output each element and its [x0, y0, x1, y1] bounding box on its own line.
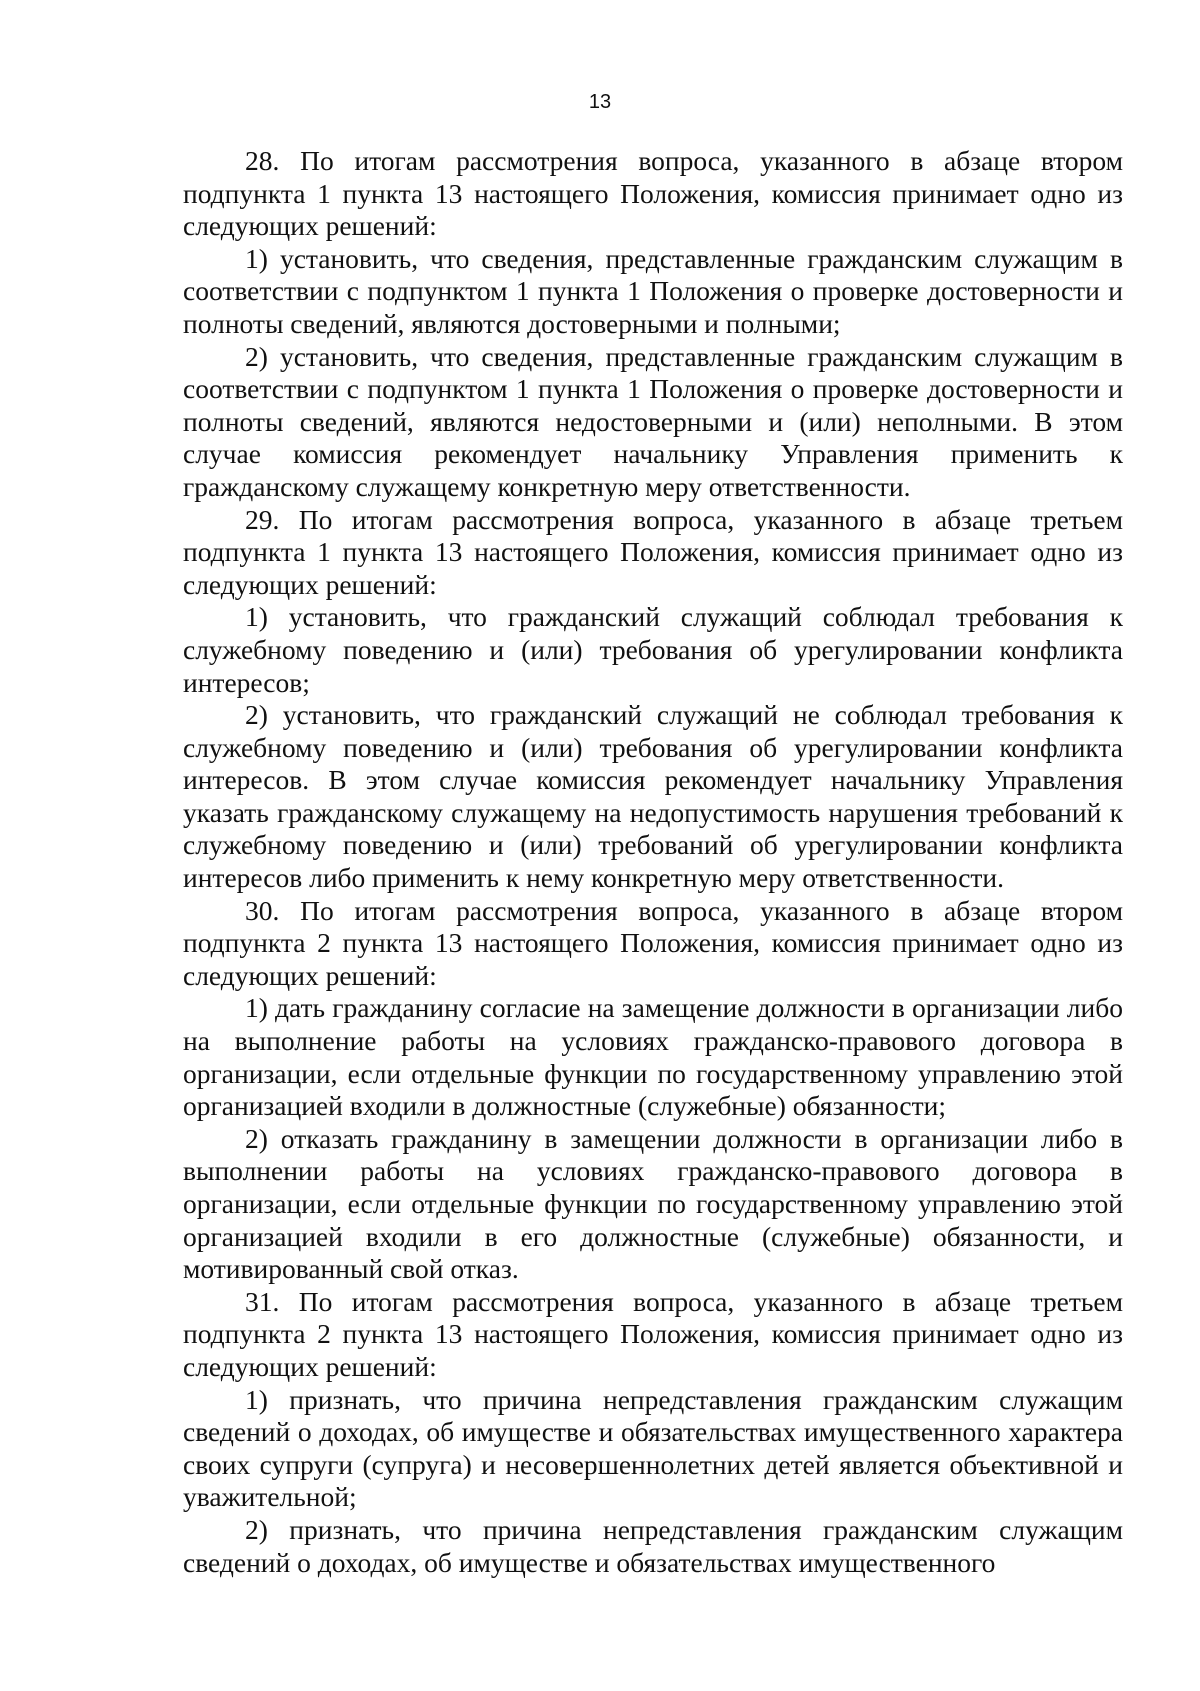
paragraph-31-item-1: 1) признать, что причина непредставления гражданским служащим сведений о доходах, об имуществе и обязательствах имущественного характера своих супруги (супруга) и несовершеннолетних детей является объективной и уважительной;: [183, 1383, 1123, 1513]
paragraph-28: 28. По итогам рассмотрения вопроса, указанного в абзаце втором подпункта 1 пункта 13 настоящего Положения, комиссия принимает одно из следующих решений:: [183, 145, 1123, 242]
paragraph-31: 31. По итогам рассмотрения вопроса, указанного в абзаце третьем подпункта 2 пункта 13 настоящего Положения, комиссия принимает одно из следующих решений:: [183, 1285, 1123, 1382]
paragraph-29: 29. По итогам рассмотрения вопроса, указанного в абзаце третьем подпункта 1 пункта 13 настоящего Положения, комиссия принимает одно из следующих решений:: [183, 503, 1123, 600]
paragraph-29-item-2: 2) установить, что гражданский служащий не соблюдал требования к служебному поведению и (или) требования об урегулировании конфликта интересов. В этом случае комиссия рекомендует начальнику Управления указать гражданскому служащему на недопустимость нарушения требований к служебному поведению и (или) требований об урегулировании конфликта интересов либо применить к нему конкретную меру ответственности.: [183, 699, 1123, 894]
paragraph-30-item-1: 1) дать гражданину согласие на замещение должности в организации либо на выполнение работы на условиях гражданско-правового договора в организации, если отдельные функции по государственному управлению этой организацией входили в должностные (служебные) обязанности;: [183, 992, 1123, 1122]
paragraph-29-item-1: 1) установить, что гражданский служащий соблюдал требования к служебному поведению и (или) требования об урегулировании конфликта интересов;: [183, 601, 1123, 698]
paragraph-30-item-2: 2) отказать гражданину в замещении должности в организации либо в выполнении работы на условиях гражданско-правового договора в организации, если отдельные функции по государственному управлению этой организацией входили в его должностные (служебные) обязанности, и мотивированный свой отказ.: [183, 1122, 1123, 1285]
paragraph-31-item-2: 2) признать, что причина непредставления гражданским служащим сведений о доходах, об имуществе и обязательствах имущественного: [183, 1513, 1123, 1578]
page-number: 13: [588, 91, 612, 113]
document-body: [183, 145, 1123, 1579]
paragraph-30: 30. По итогам рассмотрения вопроса, указанного в абзаце втором подпункта 2 пункта 13 настоящего Положения, комиссия принимает одно из следующих решений:: [183, 894, 1123, 991]
paragraph-28-item-1: 1) установить, что сведения, представленные гражданским служащим в соответствии с подпунктом 1 пункта 1 Положения о проверке достоверности и полноты сведений, являются достоверными и полными;: [183, 242, 1123, 339]
paragraph-28-item-2: 2) установить, что сведения, представленные гражданским служащим в соответствии с подпунктом 1 пункта 1 Положения о проверке достоверности и полноты сведений, являются недостоверными и (или) неполными. В этом случае комиссия рекомендует начальнику Управления применить к гражданскому служащему конкретную меру ответственности.: [183, 340, 1123, 502]
